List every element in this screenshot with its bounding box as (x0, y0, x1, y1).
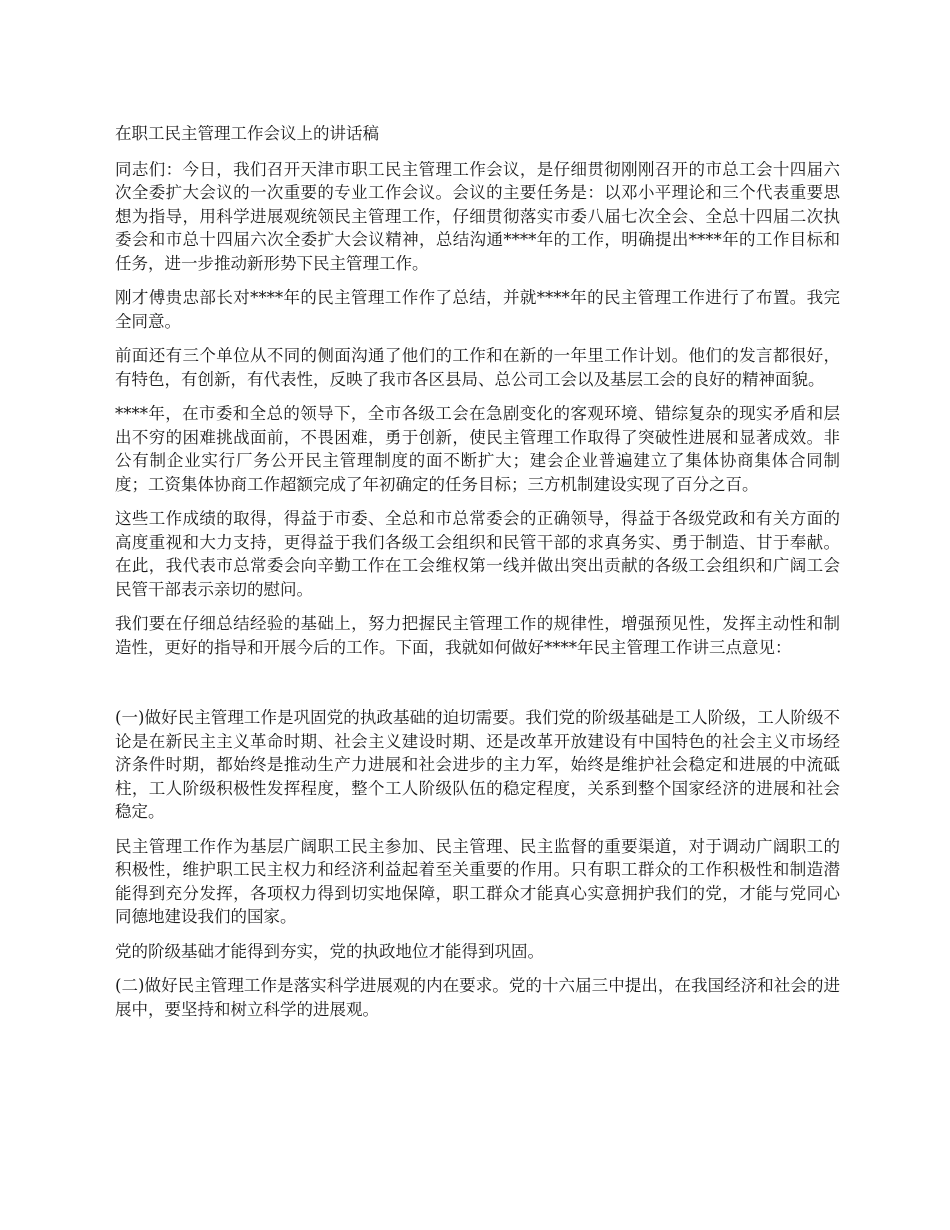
document-page (115, 122, 840, 1032)
paragraph: ****年，在市委和全总的领导下，全市各级工会在急剧变化的客观环境、错综复杂的现实矛盾和层出不穷的困难挑战面前，不畏困难，勇于创新，使民主管理工作取得了突破性进展和显著成效。非公有制企业实行厂务公开民主管理制度的面不断扩大；建会企业普遍建立了集体协商集体合同制度；工资集体协商工作超额完成了年初确定的任务目标；三方机制建设实现了百分之百。 (115, 404, 840, 494)
paragraph: 这些工作成绩的取得，得益于市委、全总和市总常委会的正确领导，得益于各级党政和有关方面的高度重视和大力支持，更得益于我们各级工会组织和民管干部的求真务实、勇于制造、甘于奉献。在此，我代表市总常委会向辛勤工作在工会维权第一线并做出突出贡献的各级工会组织和广阔工会民管干部表示亲切的慰问。 (115, 509, 840, 599)
paragraph: (二)做好民主管理工作是落实科学进展观的内在要求。党的十六届三中提出，在我国经济和社会的进展中，要坚持和树立科学的进展观。 (115, 976, 840, 1019)
paragraph: 民主管理工作作为基层广阔职工民主参加、民主管理、民主监督的重要渠道，对于调动广阔职工的积极性，维护职工民主权力和经济利益起着至关重要的作用。只有职工群众的工作积极性和制造潜能得到充分发挥，各项权力得到切实地保障，职工群众才能真心实意拥护我们的党，才能与党同心同德地建设我们的国家。 (115, 836, 840, 926)
paragraph: (一)做好民主管理工作是巩固党的执政基础的迫切需要。我们党的阶级基础是工人阶级，工人阶级不论是在新民主主义革命时期、社会主义建设时期、还是改革开放建设有中国特色的社会主义市场经济条件时期，都始终是推动生产力进展和社会进步的主力军，始终是维护社会稳定和进展的中流砥柱，工人阶级积极性发挥程度，整个工人阶级队伍的稳定程度，关系到整个国家经济的进展和社会稳定。 (115, 708, 840, 821)
section-gap (115, 670, 840, 706)
paragraph: 党的阶级基础才能得到夯实，党的执政地位才能得到巩固。 (115, 941, 544, 961)
paragraph: 同志们：今日，我们召开天津市职工民主管理工作会议，是仔细贯彻刚刚召开的市总工会十四届六次全委扩大会议的一次重要的专业工作会议。会议的主要任务是：以邓小平理论和三个代表重要思想为指导，用科学进展观统领民主管理工作，仔细贯彻落实市委八届七次全会、全总十四届二次执委会和市总十四届六次全委扩大会议精神，总结沟通****年的工作，明确提出****年的工作目标和任务，进一步推动新形势下民主管理工作。 (115, 159, 840, 273)
document-title: 在职工民主管理工作会议上的讲话稿 (115, 124, 379, 143)
paragraph: 刚才傅贵忠部长对****年的民主管理工作作了总结，并就****年的民主管理工作进行了布置。我完全同意。 (115, 288, 840, 331)
paragraph: 前面还有三个单位从不同的侧面沟通了他们的工作和在新的一年里工作计划。他们的发言都很好，有特色，有创新，有代表性，反映了我市各区县局、总公司工会以及基层工会的良好的精神面貌。 (115, 346, 840, 389)
paragraph: 我们要在仔细总结经验的基础上，努力把握民主管理工作的规律性，增强预见性，发挥主动性和制造性，更好的指导和开展今后的工作。下面，我就如何做好****年民主管理工作讲三点意见： (115, 614, 840, 657)
